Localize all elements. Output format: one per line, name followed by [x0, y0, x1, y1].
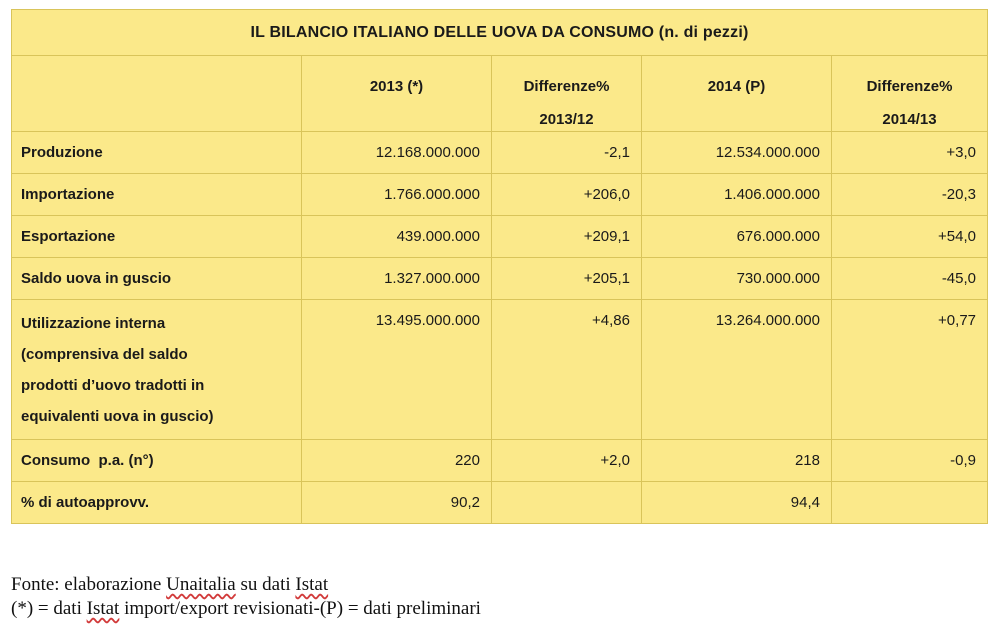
legend-prefix: (*) = dati [11, 598, 87, 619]
value-2013: 1.766.000.000 [302, 174, 492, 216]
row-label: Importazione [12, 174, 302, 216]
diff-2014: -45,0 [832, 258, 988, 300]
header-diff-2014-line1: Differenze% [866, 78, 953, 95]
table-row-saldo [12, 258, 988, 300]
diff-2014: -0,9 [832, 440, 988, 482]
diff-2013: +205,1 [492, 258, 642, 300]
value-2014: 1.406.000.000 [642, 174, 832, 216]
row-label-line: prodotti d’uovo tradotti in [21, 377, 205, 394]
source-notes [11, 573, 481, 621]
diff-2014: +3,0 [832, 132, 988, 174]
row-label-line: (comprensiva del saldo [21, 346, 188, 363]
table-row-consumo [12, 440, 988, 482]
source-org: Unaitalia [166, 574, 236, 595]
legend-istat: Istat [86, 598, 120, 619]
value-2014: 12.534.000.000 [642, 132, 832, 174]
value-2014: 13.264.000.000 [642, 300, 832, 440]
table-row-produzione [12, 132, 988, 174]
header-2013: 2013 (*) [302, 56, 492, 132]
egg-balance-table-container [11, 9, 987, 524]
row-label-line: Utilizzazione interna [21, 315, 166, 332]
diff-2014: +54,0 [832, 216, 988, 258]
source-mid: su dati [235, 574, 296, 595]
diff-2014 [832, 482, 988, 524]
value-2013: 1.327.000.000 [302, 258, 492, 300]
diff-2013: +209,1 [492, 216, 642, 258]
table-row-utilizzazione [12, 300, 988, 440]
table-title: IL BILANCIO ITALIANO DELLE UOVA DA CONSUMO (n. di pezzi) [12, 10, 988, 56]
value-2014: 676.000.000 [642, 216, 832, 258]
diff-2013 [492, 482, 642, 524]
diff-2013: +206,0 [492, 174, 642, 216]
table-row-autoapprovv [12, 482, 988, 524]
row-label: Produzione [12, 132, 302, 174]
source-line [11, 573, 481, 597]
value-2013: 12.168.000.000 [302, 132, 492, 174]
value-2013: 90,2 [302, 482, 492, 524]
source-prefix: Fonte: elaborazione [11, 574, 167, 595]
value-2014: 94,4 [642, 482, 832, 524]
header-2014: 2014 (P) [642, 56, 832, 132]
value-2014: 730.000.000 [642, 258, 832, 300]
header-empty-cell [12, 56, 302, 132]
header-diff-2013 [492, 56, 642, 132]
value-2013: 439.000.000 [302, 216, 492, 258]
header-diff-2013-line1: Differenze% [523, 78, 610, 95]
diff-2013: +4,86 [492, 300, 642, 440]
row-label: Saldo uova in guscio [12, 258, 302, 300]
value-2013: 220 [302, 440, 492, 482]
row-label-line: equivalenti uova in guscio) [21, 408, 214, 425]
value-2013: 13.495.000.000 [302, 300, 492, 440]
diff-2013: +2,0 [492, 440, 642, 482]
header-diff-2014-line2: 2014/13 [882, 111, 937, 128]
header-diff-2013-line2: 2013/12 [539, 111, 594, 128]
row-label [12, 300, 302, 440]
row-label: Esportazione [12, 216, 302, 258]
source-istat: Istat [295, 574, 329, 595]
diff-2014: -20,3 [832, 174, 988, 216]
diff-2014: +0,77 [832, 300, 988, 440]
legend-suffix: import/export revisionati-(P) = dati preliminari [119, 598, 481, 619]
row-label: % di autoapprovv. [12, 482, 302, 524]
header-diff-2014 [832, 56, 988, 132]
table-row-esportazione [12, 216, 988, 258]
diff-2013: -2,1 [492, 132, 642, 174]
row-label: Consumo p.a. (n°) [12, 440, 302, 482]
value-2014: 218 [642, 440, 832, 482]
table-row-importazione [12, 174, 988, 216]
legend-line [11, 597, 481, 621]
egg-balance-table [11, 9, 988, 524]
